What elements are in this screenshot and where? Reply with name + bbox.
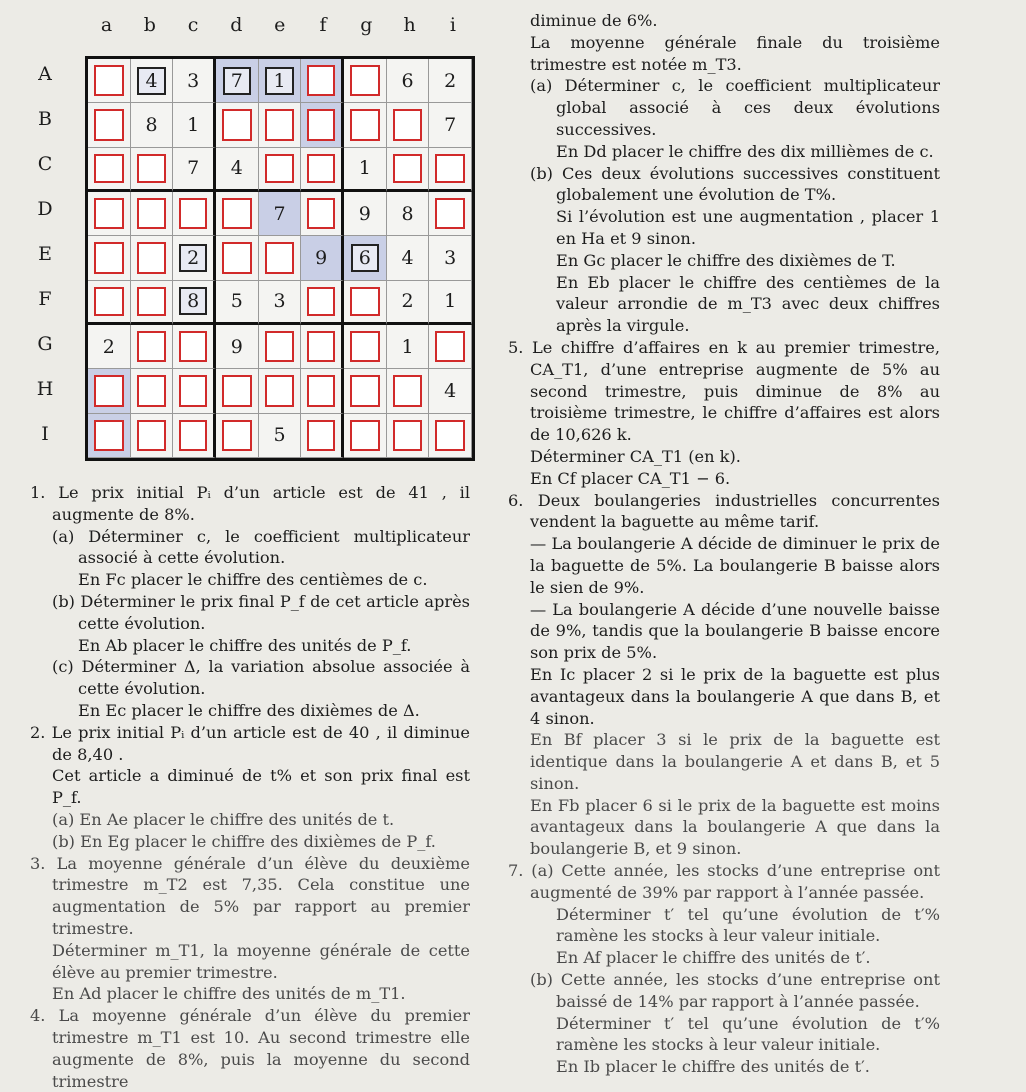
cell-digit: 6 [351,244,379,272]
grid-cell-Dd[interactable] [216,192,259,236]
grid-cell-Gc[interactable] [173,325,216,369]
grid-cell-Ce[interactable] [259,148,302,192]
grid-cell-Ag[interactable] [344,59,387,103]
answer-box[interactable] [94,154,124,183]
answer-box[interactable] [94,65,124,96]
row-label-G: G [37,333,53,355]
question-6-instruction-2: En Bf placer 3 si le prix de la baguette est identique dans la boulangerie A et dans B, et 5 sinon. [530,730,940,793]
grid-cell-Ai [429,59,472,103]
answer-box[interactable] [265,154,295,183]
answer-box[interactable] [222,375,252,406]
answer-box[interactable] [137,198,167,229]
grid-cell-Cg [344,148,387,192]
answer-box[interactable] [350,109,380,140]
grid-cell-Dg [344,192,387,236]
grid-cell-Ge[interactable] [259,325,302,369]
grid-cell-Ef [301,236,344,280]
answer-box[interactable] [393,420,423,451]
question-1: 1. Le prix initial Pᵢ d’un article est de 41 , il augmente de 8%. [30,483,470,524]
grid-cell-Ia[interactable] [88,414,131,458]
answer-box[interactable] [222,109,252,140]
question-1c: (c) Déterminer Δ, la variation absolue associée à cette évolution. [52,657,470,699]
cell-digit: 4 [230,157,243,180]
answer-box[interactable] [350,375,380,406]
grid-cell-Fh [387,281,430,325]
question-3: 3. La moyenne générale d’un élève du deuxième trimestre m_T2 est 7,35. Cela constitue une augmentation de 5% par rapport au premier trimestre. [30,853,470,938]
grid-cell-Ha[interactable] [88,369,131,413]
grid-cell-Bb [131,103,174,147]
answer-box[interactable] [265,375,295,406]
answer-box[interactable] [393,109,423,140]
grid-cell-Bc [173,103,216,147]
question-2: 2. Le prix initial Pᵢ d’un article est de 40 , il diminue de 8,40 . [30,722,470,764]
answer-box[interactable] [137,331,167,362]
answer-box[interactable] [435,331,465,362]
cell-digit: 1 [187,113,200,136]
grid-cell-Ba[interactable] [88,103,131,147]
cell-digit: 4 [401,246,414,269]
question-4: 4. La moyenne générale d’un élève du premier trimestre m_T1 est 10. Au second trimestre elle augmente de 8%, puis la moyenne du second trimestre [30,1006,470,1091]
grid-cell-Ih[interactable] [387,414,430,458]
grid-cell-Fa[interactable] [88,281,131,325]
cell-digit: 4 [137,67,165,95]
column-label-h: h [403,14,416,36]
grid-cell-Ed[interactable] [216,236,259,280]
column-label-i: i [449,14,456,36]
answer-box[interactable] [435,154,465,183]
question-2-statement: Cet article a diminué de t% et son prix final est P_f. [52,766,470,808]
column-label-f: f [319,14,327,36]
cell-digit: 8 [145,113,158,136]
grid-cell-Gf[interactable] [301,325,344,369]
column-label-a: a [100,14,113,36]
answer-box[interactable] [265,242,295,273]
question-4a-instruction: En Dd placer le chiffre des dix millièmes de c. [556,141,934,161]
grid-cell-Ff[interactable] [301,281,344,325]
answer-box[interactable] [94,198,124,229]
cell-digit: 8 [401,202,414,225]
grid-cell-If[interactable] [301,414,344,458]
grid-cell-Ab [131,59,174,103]
question-1c-instruction: En Ec placer le chiffre des dixièmes de Δ. [78,700,420,720]
answer-box[interactable] [222,198,252,229]
question-3-task: Déterminer m_T1, la moyenne générale de cette élève au premier trimestre. [52,940,470,982]
answer-box[interactable] [94,109,124,140]
cell-digit: 1 [401,335,414,358]
grid-cell-Eh [387,236,430,280]
grid-cell-Fb[interactable] [131,281,174,325]
answer-box[interactable] [137,287,167,316]
grid-cell-Dc[interactable] [173,192,216,236]
grid-cell-Df[interactable] [301,192,344,236]
row-label-I: I [41,423,49,445]
sudoku-grid-area [30,8,475,463]
answer-box[interactable] [307,331,335,362]
question-2b: (b) En Eg placer le chiffre des dixièmes de P_f. [52,831,436,851]
grid-cell-Hd[interactable] [216,369,259,413]
grid-cell-Aa[interactable] [88,59,131,103]
question-6: 6. Deux boulangeries industrielles concurrentes vendent la baguette au même tarif. [508,490,940,532]
grid-cell-Hg[interactable] [344,369,387,413]
row-label-F: F [38,288,52,310]
grid-cell-Fd [216,281,259,325]
grid-cell-Af[interactable] [301,59,344,103]
answer-box[interactable] [350,331,380,362]
cell-digit: 7 [273,202,286,225]
cell-digit: 1 [444,290,457,313]
cell-digit: 8 [179,287,207,315]
cell-digit: 4 [444,379,457,402]
question-7b: (b) Cette année, les stocks d’une entreprise ont baissé de 14% par rapport à l’année passée. [530,970,940,1011]
grid-cell-Fg[interactable] [344,281,387,325]
answer-box[interactable] [307,287,335,316]
left-column-text [30,482,470,1092]
row-label-H: H [36,378,54,400]
grid-cell-Ic[interactable] [173,414,216,458]
cell-digit: 3 [273,290,286,313]
grid-cell-Bg[interactable] [344,103,387,147]
cell-digit: 7 [444,113,457,136]
question-5-instruction: En Cf placer CA_T1 − 6. [530,468,731,488]
cell-digit: 7 [223,67,251,95]
right-column-text [508,10,940,1078]
question-7b-task: Déterminer t′ tel qu’une évolution de t′% ramène les stocks à leur valeur initiale. [556,1013,940,1055]
grid-cell-Dh [387,192,430,236]
grid-cell-Da[interactable] [88,192,131,236]
question-4b-instruction-1: Si l’évolution est une augmentation , placer 1 en Ha et 9 sinon. [556,207,940,248]
answer-box[interactable] [94,242,124,273]
grid-cell-Ac [173,59,216,103]
cell-digit: 9 [358,202,371,225]
grid-cell-Cf[interactable] [301,148,344,192]
grid-cell-Db[interactable] [131,192,174,236]
grid-cell-Bi [429,103,472,147]
answer-box[interactable] [179,198,207,229]
answer-box[interactable] [393,375,423,406]
answer-box[interactable] [350,287,380,316]
question-5: 5. Le chiffre d’affaires en k au premier trimestre, CA_T1, d’une entreprise augmente de 5% au second trimestre, puis diminue de 8% au troisième trimestre, le chiffre d’affaires est alors de 10,626 k. [508,337,940,445]
answer-box[interactable] [307,375,335,406]
answer-box[interactable] [435,420,465,451]
answer-box[interactable] [137,420,167,451]
grid-cell-Hf[interactable] [301,369,344,413]
answer-box[interactable] [137,154,167,183]
question-7b-instruction: En Ib placer le chiffre des unités de t′. [556,1057,870,1077]
answer-box[interactable] [307,65,335,96]
grid-cell-Eg [344,236,387,280]
answer-box[interactable] [307,154,335,183]
grid-cell-Cd [216,148,259,192]
question-4b-instruction-3: En Eb placer le chiffre des centièmes de la valeur arrondie de m_T3 avec deux chiffres après la virgule. [556,272,940,336]
grid-cell-Eb[interactable] [131,236,174,280]
question-5-task: Déterminer CA_T1 (en k). [530,446,741,466]
grid-cell-Be[interactable] [259,103,302,147]
question-3-instruction: En Ad placer le chiffre des unités de m_T1. [52,984,406,1004]
question-7a-task: Déterminer t′ tel qu’une évolution de t′% ramène les stocks à leur valeur initiale. [556,904,940,946]
answer-box[interactable] [137,242,167,273]
question-7a: 7. (a) Cette année, les stocks d’une entreprise ont augmenté de 39% par rapport à l’année passée. [508,861,940,902]
grid-cell-Ib[interactable] [131,414,174,458]
answer-box[interactable] [137,375,167,406]
grid-cell-Fi [429,281,472,325]
grid-cell-Ca[interactable] [88,148,131,192]
cell-digit: 7 [187,157,200,180]
column-label-e: e [274,14,286,36]
grid-cell-Gd [216,325,259,369]
row-label-D: D [37,198,53,220]
cell-digit: 1 [358,157,371,180]
column-label-d: d [230,14,243,36]
answer-box[interactable] [94,420,124,451]
answer-box[interactable] [179,375,207,406]
sudoku-board [85,56,475,461]
cell-digit: 9 [315,246,328,269]
question-4b: (b) Ces deux évolutions successives constituent globalement une évolution de T%. [530,163,940,205]
grid-cell-Gb[interactable] [131,325,174,369]
answer-box[interactable] [307,198,335,229]
question-6-instruction-1: En Ic placer 2 si le prix de la baguette est plus avantageux dans la boulangerie A que dans B, et 4 sinon. [530,664,940,728]
grid-cell-Hh[interactable] [387,369,430,413]
answer-box[interactable] [350,420,380,451]
answer-box[interactable] [307,109,335,140]
grid-cell-Ga [88,325,131,369]
grid-cell-Ec [173,236,216,280]
answer-box[interactable] [179,420,207,451]
grid-cell-Ee[interactable] [259,236,302,280]
question-7a-instruction: En Af placer le chiffre des unités de t′. [556,948,871,968]
grid-cell-Ci[interactable] [429,148,472,192]
grid-cell-He[interactable] [259,369,302,413]
column-label-g: g [360,14,373,36]
grid-cell-Gi[interactable] [429,325,472,369]
grid-cell-Bd[interactable] [216,103,259,147]
grid-cell-Di[interactable] [429,192,472,236]
grid-cell-Hc[interactable] [173,369,216,413]
answer-box[interactable] [222,420,252,451]
question-1b: (b) Déterminer le prix final P_f de cet article après cette évolution. [52,591,470,633]
grid-cell-De [259,192,302,236]
question-1a: (a) Déterminer c, le coefficient multiplicateur associé à cette évolution. [52,526,470,568]
cell-digit: 3 [187,69,200,92]
cell-digit: 5 [273,424,286,447]
question-1b-instruction: En Ab placer le chiffre des unités de P_f. [78,635,412,655]
grid-cell-Ig[interactable] [344,414,387,458]
cell-digit: 6 [401,69,414,92]
cell-digit: 2 [102,335,115,358]
question-4-end: diminue de 6%. [530,11,658,30]
question-6-instruction-3: En Fb placer 6 si le prix de la baguette est moins avantageux dans la boulangerie A que dans la boulangerie B, et 9 sinon. [530,795,940,859]
grid-cell-Ad [216,59,259,103]
grid-cell-Hi [429,369,472,413]
grid-cell-Hb[interactable] [131,369,174,413]
grid-cell-Cb[interactable] [131,148,174,192]
row-label-B: B [38,108,52,130]
grid-cell-Ie [259,414,302,458]
row-label-C: C [37,153,53,175]
cell-digit: 3 [444,246,457,269]
answer-box[interactable] [350,65,380,96]
answer-box[interactable] [222,242,252,273]
question-4-mt3: La moyenne générale finale du troisième trimestre est notée m_T3. [530,32,940,74]
grid-cell-Fe [259,281,302,325]
cell-digit: 9 [230,335,243,358]
answer-box[interactable] [435,198,465,229]
answer-box[interactable] [307,420,335,451]
answer-box[interactable] [265,331,295,362]
answer-box[interactable] [94,287,124,316]
answer-box[interactable] [265,109,295,140]
cell-digit: 2 [179,244,207,272]
grid-cell-Bh[interactable] [387,103,430,147]
grid-cell-Bf[interactable] [301,103,344,147]
cell-digit: 2 [444,69,457,92]
grid-cell-Ea[interactable] [88,236,131,280]
grid-cell-Fc [173,281,216,325]
question-6-bullet-1: — La boulangerie A décide de diminuer le prix de la baguette de 5%. La boulangerie B baisse alors le sien de 9%. [530,534,940,597]
grid-cell-Id[interactable] [216,414,259,458]
answer-box[interactable] [94,375,124,406]
column-label-c: c [187,14,199,36]
grid-cell-Gg[interactable] [344,325,387,369]
cell-digit: 1 [265,67,293,95]
column-label-b: b [143,14,156,36]
column-labels [85,14,475,40]
grid-cell-Ii[interactable] [429,414,472,458]
cell-digit: 5 [230,290,243,313]
grid-cell-Ei [429,236,472,280]
question-4a: (a) Déterminer c, le coefficient multiplicateur global associé à ces deux évolutions successives. [530,76,940,139]
question-1a-instruction: En Fc placer le chiffre des centièmes de c. [78,570,428,590]
grid-cell-Ae [259,59,302,103]
question-2a: (a) En Ae placer le chiffre des unités de t. [52,809,395,829]
grid-cell-Cc [173,148,216,192]
grid-cell-Gh [387,325,430,369]
question-4b-instruction-2: En Gc placer le chiffre des dixièmes de T. [556,250,896,270]
row-label-E: E [38,243,52,265]
grid-cell-Ah [387,59,430,103]
grid-cell-Ch[interactable] [387,148,430,192]
answer-box[interactable] [179,331,207,362]
answer-box[interactable] [393,154,423,183]
cell-digit: 2 [401,290,414,313]
question-6-bullet-2: — La boulangerie A décide d’une nouvelle baisse de 9%, tandis que la boulangerie B baisse encore son prix de 5%. [530,599,940,663]
row-label-A: A [38,63,52,85]
